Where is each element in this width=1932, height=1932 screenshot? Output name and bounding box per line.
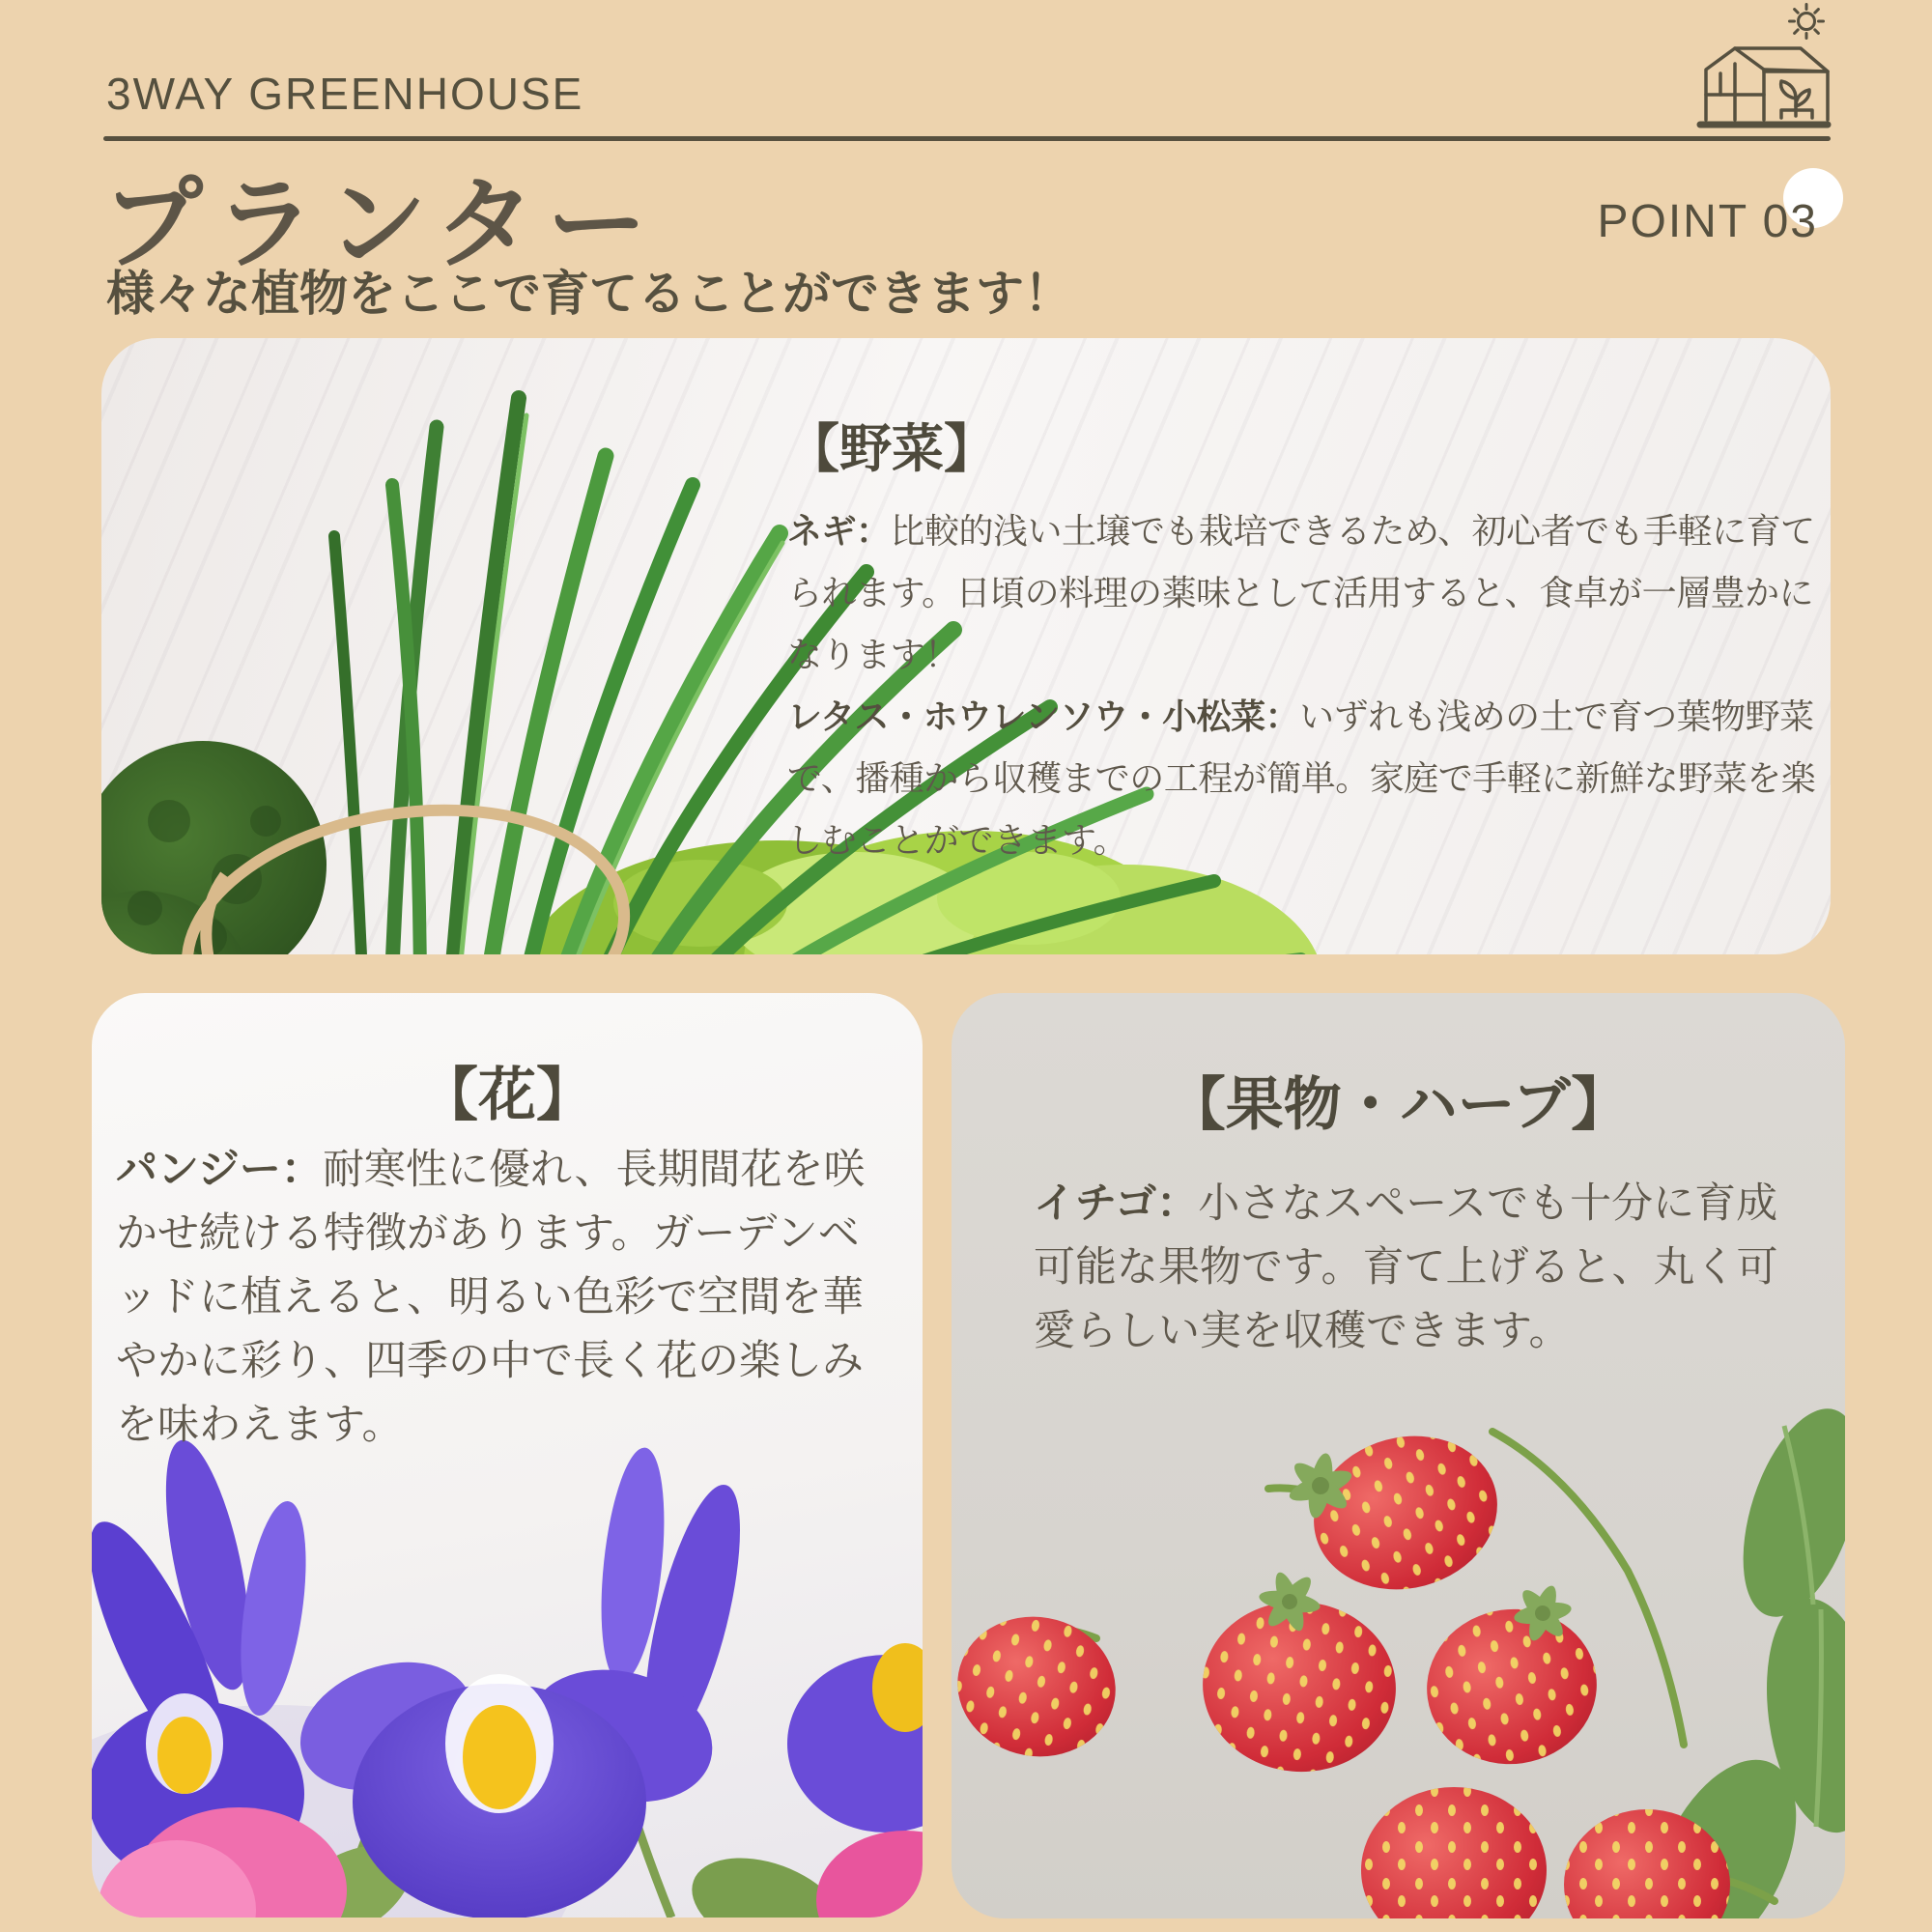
vegetable-item-lettuce: レタス・ホウレンソウ・小松菜：いずれも浅めの土で育つ葉物野菜で、播種から収穫までの工程が簡単。家庭で手軽に新鮮な野菜を楽しむことができます。 bbox=[787, 696, 1816, 860]
vegetable-item-negi-label: ネギ： bbox=[787, 511, 891, 551]
brand-text: 3WAY GREENHOUSE bbox=[106, 69, 584, 119]
fruit-item-strawberry-label: イチゴ： bbox=[1034, 1180, 1199, 1227]
vegetable-item-negi: ネギ：比較的浅い土壌でも栽培できるため、初心者でも手軽に育てられます。日頃の料理の薬味として活用すると、食卓が一層豊かになります！ bbox=[787, 511, 1815, 674]
header-divider bbox=[103, 136, 1831, 141]
fruit-item-strawberry: イチゴ：小さなスペースでも十分に育成可能な果物です。育て上げると、丸く可愛らしい実を収穫できます。 bbox=[1034, 1180, 1778, 1354]
point-label: POINT 03 bbox=[1597, 196, 1818, 247]
fruits-card bbox=[952, 993, 1845, 1918]
page-title: プランター bbox=[102, 169, 659, 281]
page-subtitle: 様々な植物をここで育てることができます！ bbox=[106, 267, 1072, 321]
flower-item-pansy: パンジー：耐寒性に優れ、長期間花を咲かせ続ける特徴があります。ガーデンベッドに植えると、明るい色彩で空間を華やかに彩り、四季の中で長く花の楽しみを味わえます。 bbox=[116, 1147, 866, 1448]
fruits-card-title: 【果物・ハーブ】 bbox=[1167, 1072, 1630, 1137]
vegetables-card-title: 【野菜】 bbox=[787, 420, 996, 478]
vegetables-card-text bbox=[787, 500, 1821, 871]
flowers-card bbox=[92, 993, 923, 1918]
vegetable-item-lettuce-label: レタス・ホウレンソウ・小松菜： bbox=[787, 696, 1300, 736]
fruits-card-text bbox=[1034, 1172, 1811, 1363]
vegetables-card bbox=[101, 338, 1831, 954]
sun-icon bbox=[1787, 2, 1826, 41]
flowers-card-text bbox=[116, 1138, 900, 1457]
flower-item-pansy-label: パンジー： bbox=[116, 1147, 323, 1193]
flowers-card-title: 【花】 bbox=[420, 1063, 594, 1127]
greenhouse-icon bbox=[1696, 43, 1832, 131]
